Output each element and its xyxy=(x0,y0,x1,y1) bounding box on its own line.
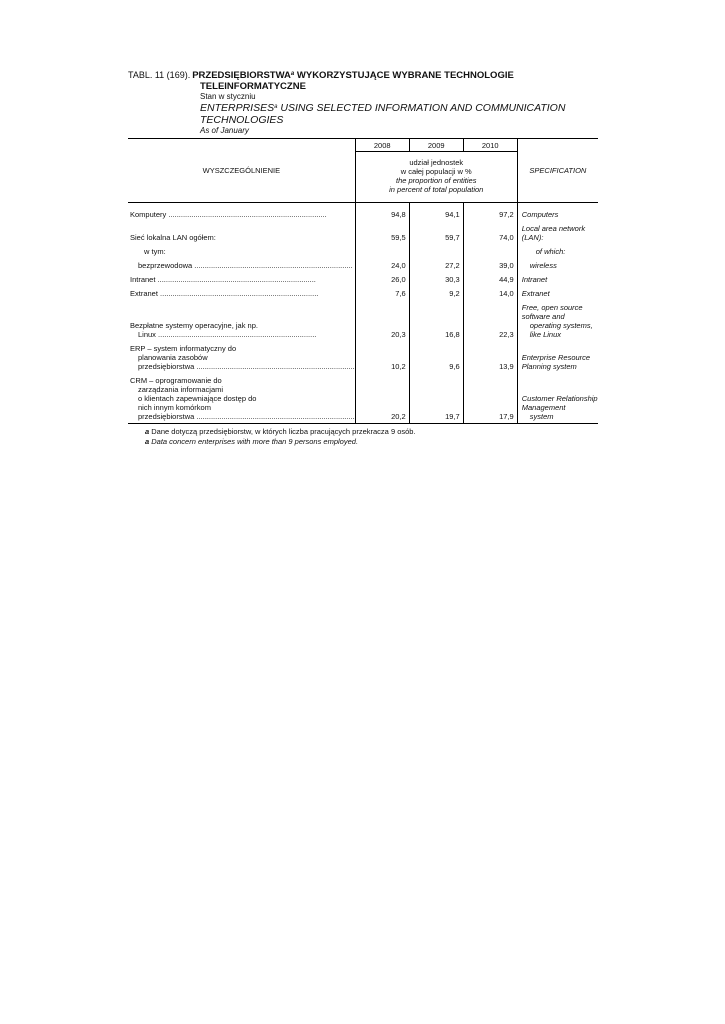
table-row: ERP – system informatyczny do planowania zasobów przedsiębiorstwa ..... 10,2 9,6 13,9 Enterprise Resource Planning system xyxy=(128,341,598,373)
english-title-line2: TECHNOLOGIES xyxy=(200,114,284,126)
table-row: Extranet ..... 7,6 9,2 14,0 Extranet xyxy=(128,286,598,300)
header-unit: udział jednostek w całej populacji w % the proportion of entities in percent of total population xyxy=(355,152,517,203)
polish-title-line2: TELEINFORMATYCZNE xyxy=(200,81,306,92)
table-row: Komputery ..... 94,8 94,1 97,2 Computers xyxy=(128,203,598,222)
footnote xyxy=(128,427,598,447)
polish-subtitle: Stan w styczniu xyxy=(200,92,256,101)
english-title-line1: ENTERPRISES$^a$ USING SELECTED INFORMATION AND COMMUNICATION xyxy=(200,102,566,114)
table-row: Bezpłatne systemy operacyjne, jak np. Linux ..... 20,3 16,8 22,3 Free, open source software and operating systems, like Linux xyxy=(128,300,598,341)
table-row: bezprzewodowa ..... 24,0 27,2 39,0 wireless xyxy=(128,258,598,272)
english-subtitle: As of January xyxy=(200,126,249,135)
table-row: w tym: of which: xyxy=(128,244,598,258)
header-specification: SPECIFICATION xyxy=(517,139,598,203)
header-year-2010: 2010 xyxy=(463,139,517,152)
header-wyszczegolnienie: WYSZCZEGÓLNIENIE xyxy=(202,166,281,175)
header-year-2009: 2009 xyxy=(409,139,463,152)
statistical-table-page xyxy=(128,70,598,447)
polish-title-line1: PRZEDSIĘBIORSTWA$^a$ WYKORZYSTUJĄCE WYBRANE TECHNOLOGIE xyxy=(192,70,514,81)
data-table xyxy=(128,138,598,424)
table-row: CRM – oprogramowanie do zarządzania informacjami o klientach zapewniające dostęp do nich innym komórkom przedsiębiorstwa ..... 20,2 19,7 17,9 Customer Relationship Management system xyxy=(128,373,598,424)
table-row: Sieć lokalna LAN ogółem: 59,5 59,7 74,0 Local area network (LAN): xyxy=(128,221,598,244)
table-row: Intranet ..... 26,0 30,3 44,9 Intranet xyxy=(128,272,598,286)
footnote-polish: a Dane dotyczą przedsiębiorstw, w których liczba pracujących przekracza 9 osób. xyxy=(145,427,416,436)
table-number: TABL. 11 (169). xyxy=(128,70,191,80)
table-title-block xyxy=(128,70,598,136)
header-year-2008: 2008 xyxy=(355,139,409,152)
footnote-english: a Data concern enterprises with more than 9 persons employed. xyxy=(145,437,359,446)
